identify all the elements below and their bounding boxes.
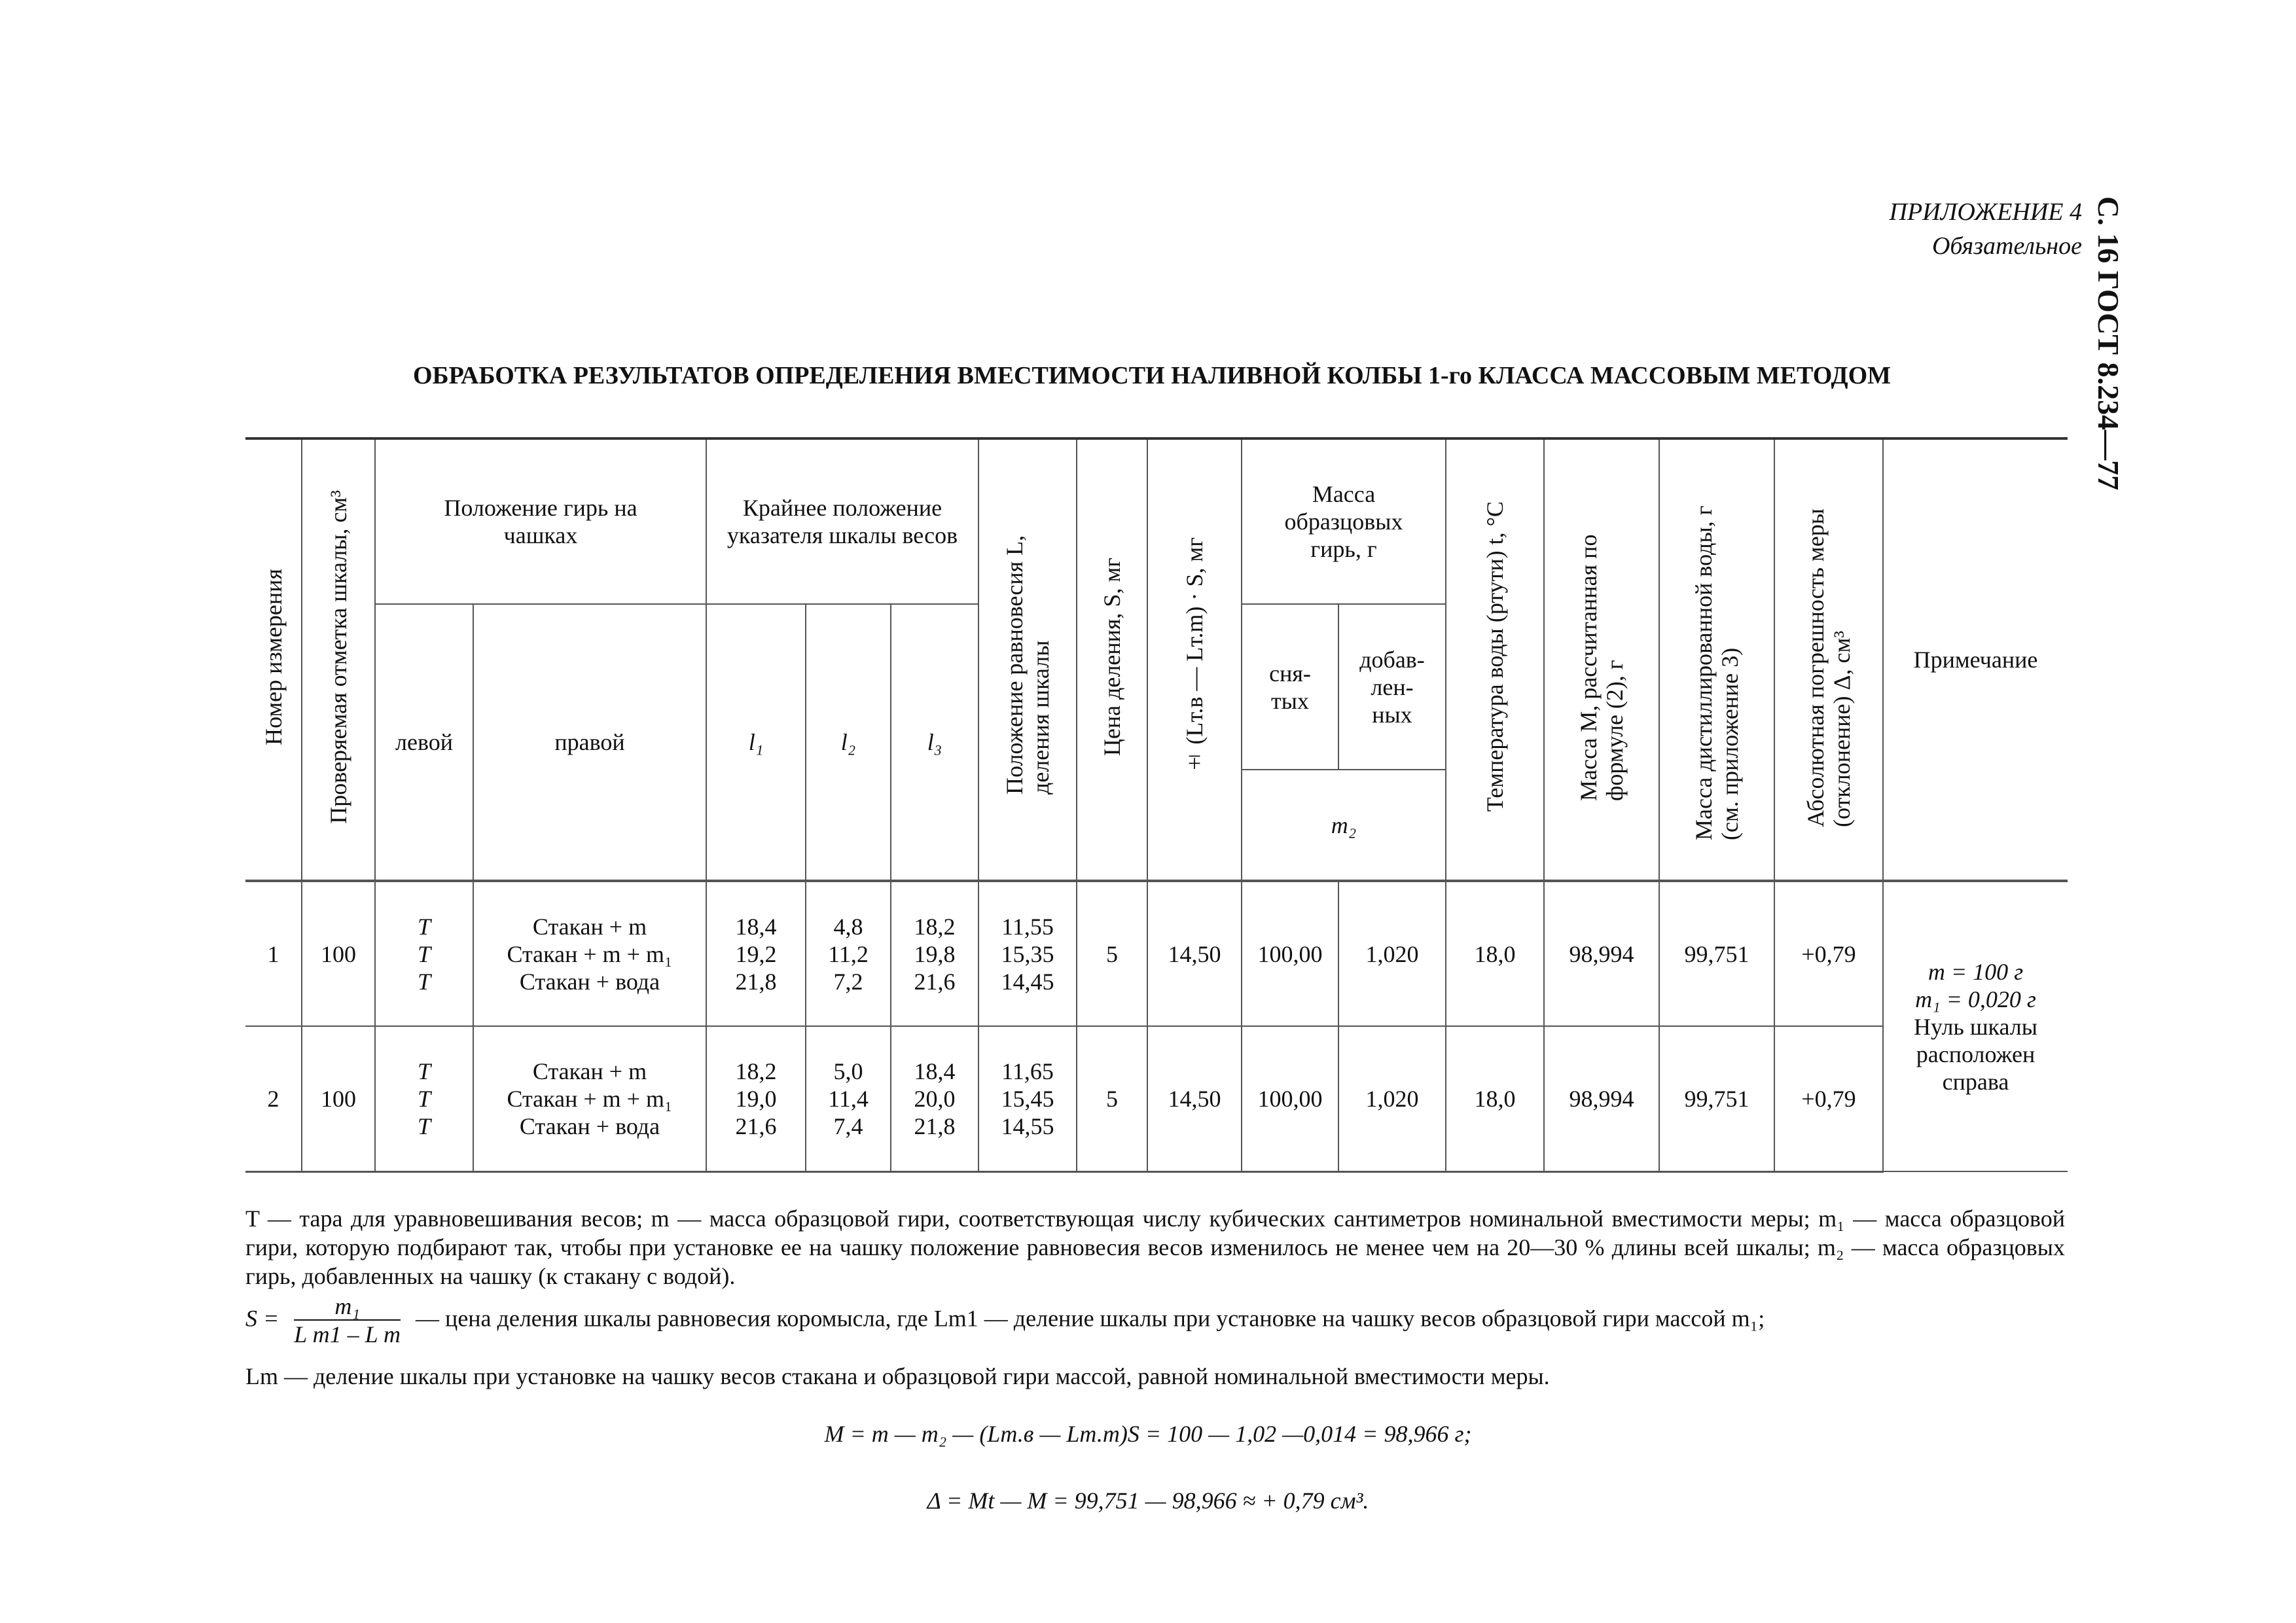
legend-notes (245, 1204, 2065, 1291)
header-mass-m: Масса M, рассчитанная по формуле (2), г (1544, 438, 1659, 881)
header-m2: m₂ (1242, 770, 1446, 881)
appendix-label: ПРИЛОЖЕНИЕ 4 (1889, 198, 2082, 226)
formula-s-fraction (294, 1293, 401, 1348)
header-mass-water: Масса дистиллированной воды, г (см. приложение 3) (1659, 438, 1774, 881)
results-table (245, 437, 2068, 1173)
row1-num: 1 (245, 881, 302, 1026)
header-extreme-position: Крайнее положение указателя шкалы весов (706, 438, 978, 604)
row2-removed: 100,00 (1242, 1026, 1338, 1171)
row2-l2: 5,0 11,4 7,4 (806, 1026, 891, 1171)
row2-mass-water: 99,751 (1659, 1026, 1774, 1171)
header-diff: ± (Lт.в — Lт.m) · S, мг (1147, 438, 1242, 881)
header-temperature: Температура воды (ртути) t, °C (1446, 438, 1544, 881)
header-mass-group: Масса образцовых гирь, г (1242, 438, 1446, 604)
header-num: Номер измерения (245, 438, 302, 881)
page-number-side: С. 16 ГОСТ 8.234—77 (2092, 196, 2125, 491)
row1-diff: 14,50 (1147, 881, 1242, 1026)
row1-l3: 18,2 19,8 21,6 (891, 881, 978, 1026)
row2-mark: 100 (302, 1026, 375, 1171)
formula-s-numerator: m₁ (294, 1293, 401, 1321)
equation-mass: M = m — m₂ — (Lт.в — Lт.m)S = 100 — 1,02 —0,014 = 98,966 г; (824, 1421, 1472, 1447)
row1-abs-error: +0,79 (1774, 881, 1883, 1026)
equation-delta: Δ = Mt — M = 99,751 — 98,966 ≈ + 0,79 см³. (927, 1488, 1369, 1514)
formula-s-text: — цена деления шкалы равновесия коромысла, где Lm1 — деление шкалы при установке на чашку весов образцовой гири массой m₁; (416, 1305, 1765, 1332)
row1-division: 5 (1077, 881, 1147, 1026)
formula-s-lhs: S = (245, 1305, 279, 1332)
note-line-5: справа (1942, 1068, 2009, 1095)
header-equilibrium: Положение равновесия L, деления шкалы (978, 438, 1077, 881)
document-title: ОБРАБОТКА РЕЗУЛЬТАТОВ ОПРЕДЕЛЕНИЯ ВМЕСТИМОСТИ НАЛИВНОЙ КОЛБЫ 1-го КЛАССА МАССОВЫМ МЕТОДОМ (412, 362, 1892, 389)
header-right: правой (473, 604, 706, 881)
row1-l1: 18,4 19,2 21,8 (706, 881, 806, 1026)
header-added: добав-лен-ных (1338, 604, 1446, 770)
row2-num: 2 (245, 1026, 302, 1171)
row2-equilibrium: 11,65 15,45 14,55 (978, 1026, 1077, 1171)
formula-s-denominator: L m1 – L m (294, 1321, 401, 1347)
row2-mass-m: 98,994 (1544, 1026, 1659, 1171)
note-line-1: m = 100 г (1928, 958, 2024, 985)
legend-text: T — тара для уравновешивания весов; m — масса образцовой гири, соответствующая числу кубических сантиметров номинальной вместимости меры; m₁ — масса образцовой гири, которую подбирают так, чтобы при установке ее на чашку положение равновесия весов изменилось не менее чем на 20—30 % длины всей шкалы; m₂ — масса образцовых гирь, добавленных на чашку (к стакану с водой). (245, 1205, 2065, 1289)
header-removed: сня-тых (1242, 604, 1338, 770)
row2-right: Стакан + m Стакан + m + m₁ Стакан + вода (473, 1026, 706, 1171)
header-abs-error: Абсолютная погрешность меры (отклонение) Δ, см³ (1774, 438, 1883, 881)
header-mark: Проверяемая отметка шкалы, см³ (302, 438, 375, 881)
row2-left: T T T (375, 1026, 473, 1171)
header-left: левой (375, 604, 473, 881)
row2-abs-error: +0,79 (1774, 1026, 1883, 1171)
row1-left: T T T (375, 881, 473, 1026)
row1-equilibrium: 11,55 15,35 14,45 (978, 881, 1077, 1026)
header-division: Цена деления, S, мг (1077, 438, 1147, 881)
header-l2: l₂ (806, 604, 891, 881)
row2-division: 5 (1077, 1026, 1147, 1171)
row2-added: 1,020 (1338, 1026, 1446, 1171)
row1-added: 1,020 (1338, 881, 1446, 1026)
row1-l2: 4,8 11,2 7,2 (806, 881, 891, 1026)
row1-mark: 100 (302, 881, 375, 1026)
note-line-4: расположен (1916, 1041, 2036, 1067)
note-cell (1883, 881, 2068, 1171)
note-line-2: m₁ = 0,020 г (1915, 986, 2036, 1012)
row1-removed: 100,00 (1242, 881, 1338, 1026)
appendix-status: Обязательное (1931, 232, 2082, 260)
row2-l3: 18,4 20,0 21,8 (891, 1026, 978, 1171)
row1-mass-water: 99,751 (1659, 881, 1774, 1026)
row2-temperature: 18,0 (1446, 1026, 1544, 1171)
note-line-3: Нуль шкалы (1914, 1013, 2037, 1040)
formula-s-line (245, 1293, 1765, 1348)
header-l3: l₃ (891, 604, 978, 881)
row2-diff: 14,50 (1147, 1026, 1242, 1171)
lm-definition: Lm — деление шкалы при установке на чашку весов стакана и образцовой гири массой, равной номинальной вместимости меры. (245, 1363, 1550, 1389)
header-note: Примечание (1883, 438, 2068, 881)
row2-l1: 18,2 19,0 21,6 (706, 1026, 806, 1171)
header-weights-position: Положение гирь на чашках (375, 438, 706, 604)
row1-temperature: 18,0 (1446, 881, 1544, 1026)
row1-right: Стакан + m Стакан + m + m₁ Стакан + вода (473, 881, 706, 1026)
appendix-header (1890, 195, 2082, 263)
header-l1: l₁ (706, 604, 806, 881)
row1-mass-m: 98,994 (1544, 881, 1659, 1026)
